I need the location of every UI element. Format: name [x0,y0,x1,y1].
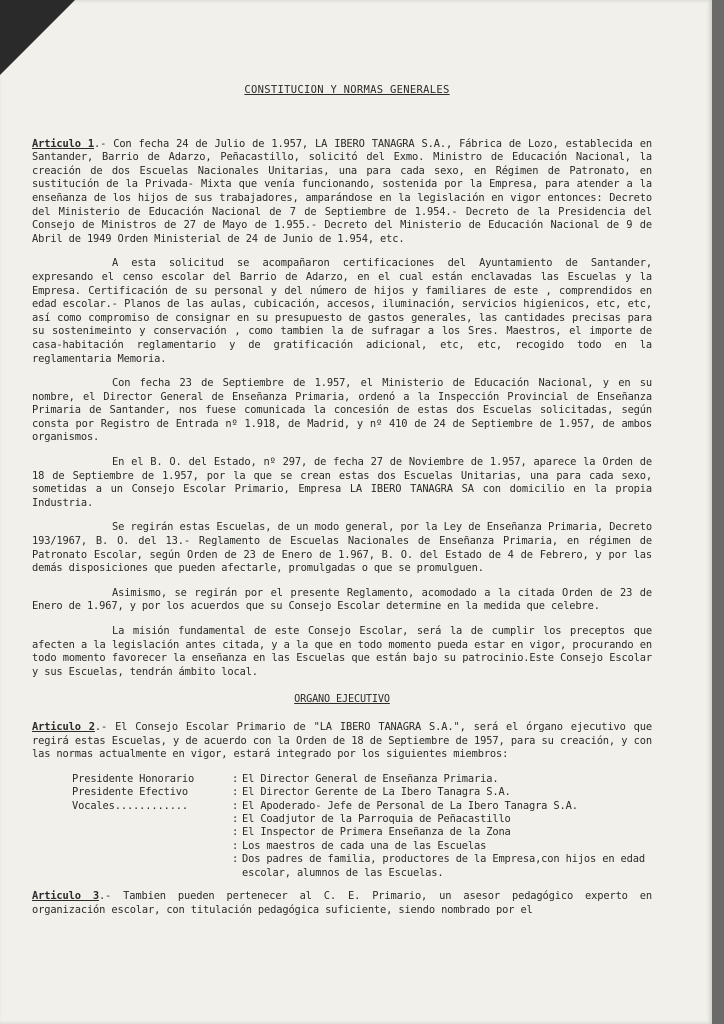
paragraph-regimen: Se regirán estas Escuelas, de un modo general, por la Ley de Enseñanza Primaria, Decreto 193/1967, B. O. del 13.- Reglamento de Escuelas Nacionales de Enseñanza Primaria, en régimen de Patronato Escolar, según Orden de 23 de Enero de 1.967, B. O. del Estado de 4 de Febrero, y por las demás disposiciones que pueden afectarle, promulgadas o que se promulguen. [32,521,652,575]
member-separator: : [231,839,239,852]
article-2-label: Articulo 2 [32,720,95,733]
document-title: CONSTITUCION Y NORMAS GENERALES [244,84,450,96]
member-separator: : [231,772,239,785]
member-row [72,800,652,813]
member-role [72,826,228,839]
article-3-text: .- Tambien pueden pertenecer al C. E. Primario, un asesor pedagógico experto en organización escolar, con titulación pedagógica suficiente, siendo nombrado por el [32,890,652,916]
member-separator: : [231,853,239,866]
member-role [72,813,228,826]
article-1-text: .- Con fecha 24 de Julio de 1.957, LA IBERO TANAGRA S.A., Fábrica de Lozo, establecida en Santander, Barrio de Adarzo, Peñacastillo, solicitó del Exmo. Ministro de Educación Nacional, la creación de dos Escuelas Nacionales Unitarias, una para cada sexo, en Régimen de Patronato, en sustitución de la Privada- Mixta que venía funcionando, sostenida por la Empresa, para atender a la enseñanza de los hijos de sus trabajadores, amparándose en la legislación en vigor entonces: Decreto del Ministerio de Educación Nacional de 7 de Septiembre de 1.954.- Decreto de la Presidencia del Consejo de Ministros de 27 de Mayo de 1.955.- Decreto del Ministerio de Educación Nacional de 9 de Abril de 1949 Orden Ministerial de 24 de Junio de 1.954, etc. [32,137,652,245]
article-3-label: Articulo 3 [32,890,99,902]
member-row [72,826,652,839]
member-value: El Director General de Enseñanza Primaria. [242,772,499,785]
member-role [72,840,228,853]
member-separator: : [231,799,239,812]
member-role: Vocales............ [72,799,189,812]
member-separator: : [231,786,239,799]
article-3-paragraph [32,890,652,917]
member-value: El Inspector de Primera Enseñanza de la Zona [242,826,511,839]
paragraph-mision: La misión fundamental de este Consejo Escolar, será la de cumplir los preceptos que afecten a la legislación antes citada, y a la que en todo momento pueda estar en vigor, procurando en todo momento favorecer la enseñanza en las Escuelas que están bajo su patrocinio.Este Consejo Escolar y sus Escuelas, tendrán ámbito local. [32,625,652,678]
article-1-label: Articulo 1 [32,137,94,150]
paragraph-reglamento: Asimismo, se regirán por el presente Reglamento, acomodado a la citada Orden de 23 de Enero de 1.967, y por los acuerdos que su Consejo Escolar determine en la medida que celebre. [32,586,652,613]
member-role: Presidente Efectivo [72,786,189,799]
paragraph-boe: En el B. O. del Estado, nº 297, de fecha 27 de Noviembre de 1.957, aparece la Orden de 18 de Septiembre de 1.957, por la que se crean estas dos Escuelas Unitarias, una para cada sexo, sometidas a un Consejo Escolar Primario, Empresa LA IBERO TANAGRA SA con domicilio en la propia Industria. [32,456,652,509]
member-row [72,813,652,826]
member-value: El Director Gerente de La Ibero Tanagra S.A. [242,786,511,799]
member-row [72,773,652,786]
section-subtitle: ORGANO EJECUTIVO [294,694,390,706]
article-1-paragraph [32,138,652,247]
member-role: Presidente Honorario [72,772,195,785]
page-edge [712,0,724,1024]
member-value: Dos padres de familia, productores de la Empresa,con hijos en edad escolar, alumnos de las Escuelas. [242,853,645,879]
member-row [72,853,652,880]
member-row [72,786,652,799]
member-separator: : [231,826,239,839]
article-2-text: .- El Consejo Escolar Primario de "LA IBERO TANAGRA S.A.", será el órgano ejecutivo que regirá estas Escuelas, y de acuerdo con la Orden de 18 de Septiembre de 1957, para su creación, y con las normas actualmente en vigor, estará integrado por los siguientes miembros: [32,720,652,761]
member-value: El Coadjutor de la Parroquia de Peñacastillo [242,812,511,825]
paragraph-solicitud: A esta solicitud se acompañaron certificaciones del Ayuntamiento de Santander, expresando el censo escolar del Barrio de Adarzo, en el cual están enclavadas las Escuelas y la Empresa. Certificación de su personal y del número de hijos y familiares de este , comprendidos en edad escolar.- Planos de las aulas, cubicación, accesos, iluminación, servicios higienicos, etc, etc, así como compromiso de consignar en su presupuesto de gastos generales, las cantidades precisas para su sostenimeinto y conservación , como tambien la de sufragar a los Sres. Maestros, el importe de casa-habitación reglamentario y de gratificación adicional, etc, etc, recogido todo en la reglamentaria Memoria. [32,257,652,365]
paragraph-concesion: Con fecha 23 de Septiembre de 1.957, el Ministerio de Educación Nacional, y en su nombre, el Director General de Enseñanza Primaria, ordenó a la Inspección Provincial de Enseñanza Primaria de Santander, nos fuese comunicada la concesión de estas dos Escuelas solicitadas, según consta por Registro de Entrada nº 1.918, de Madrid, y nº 410 de 24 de Septiembre de 1.957, de ambos organismos. [32,377,652,444]
folded-corner [0,0,75,75]
member-value: Los maestros de cada una de las Escuelas [242,839,487,852]
member-value: El Apoderado- Jefe de Personal de La Ibero Tanagra S.A. [242,799,578,812]
article-2-paragraph [32,721,652,762]
member-role [72,853,228,880]
member-row [72,840,652,853]
member-separator: : [231,812,239,825]
document-body [32,84,652,928]
members-list [72,773,652,880]
